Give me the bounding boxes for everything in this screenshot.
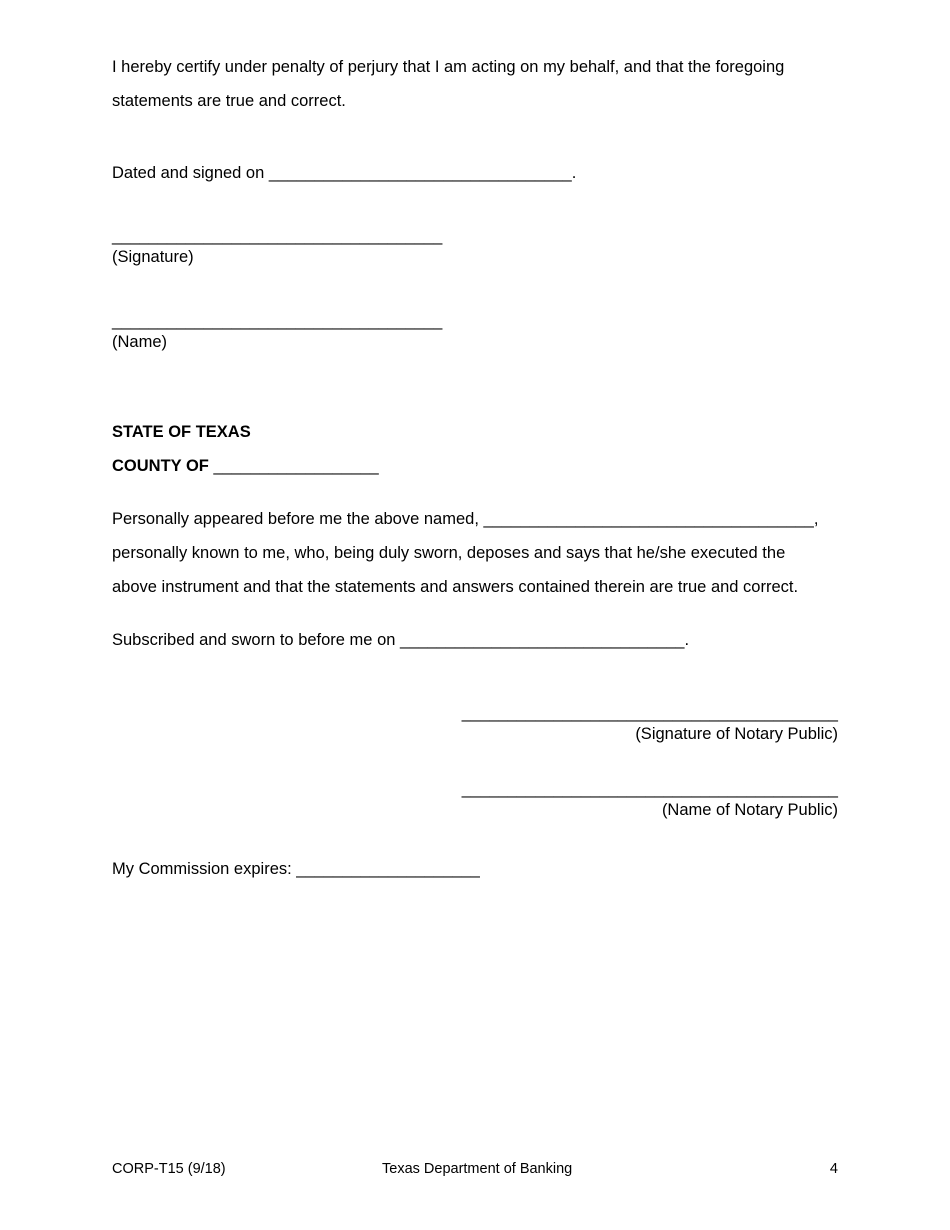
name-label: (Name) xyxy=(112,333,168,351)
notary-name-label: (Name of Notary Public) xyxy=(661,801,838,819)
appearance-line-2: personally known to me, who, being duly sworn, deposes and says that he/she executed the xyxy=(112,544,786,562)
dated-signed-line: Dated and signed on _________________________________. xyxy=(112,164,577,182)
certification-line-1: I hereby certify under penalty of perjury that I am acting on my behalf, and that the foregoing xyxy=(112,58,785,76)
subscribed-line: Subscribed and sworn to before me on _______________________________. xyxy=(112,631,690,649)
notary-name-blank: _________________________________________ xyxy=(461,780,838,798)
signature-label: (Signature) xyxy=(112,248,194,266)
commission-expires-line: My Commission expires: ____________________ xyxy=(112,860,480,878)
county-blank: __________________ xyxy=(208,457,379,475)
notary-signature-label: (Signature of Notary Public) xyxy=(635,725,838,743)
footer-form-id: CORP-T15 (9/18) xyxy=(112,1161,226,1177)
appearance-line-1: Personally appeared before me the above named, ____________________________________, xyxy=(112,510,819,528)
notary-signature-blank: _________________________________________ xyxy=(461,704,838,722)
footer-agency: Texas Department of Banking xyxy=(382,1161,573,1177)
county-label: COUNTY OF xyxy=(112,457,209,475)
certification-line-2: statements are true and correct. xyxy=(112,92,346,110)
appearance-line-3: above instrument and that the statements and answers contained therein are true and correct. xyxy=(112,578,799,596)
signature-blank: ____________________________________ xyxy=(112,227,443,245)
footer-page-number: 4 xyxy=(829,1161,838,1177)
name-blank: ____________________________________ xyxy=(112,312,443,330)
state-heading: STATE OF TEXAS xyxy=(112,423,251,441)
county-line xyxy=(112,456,379,476)
